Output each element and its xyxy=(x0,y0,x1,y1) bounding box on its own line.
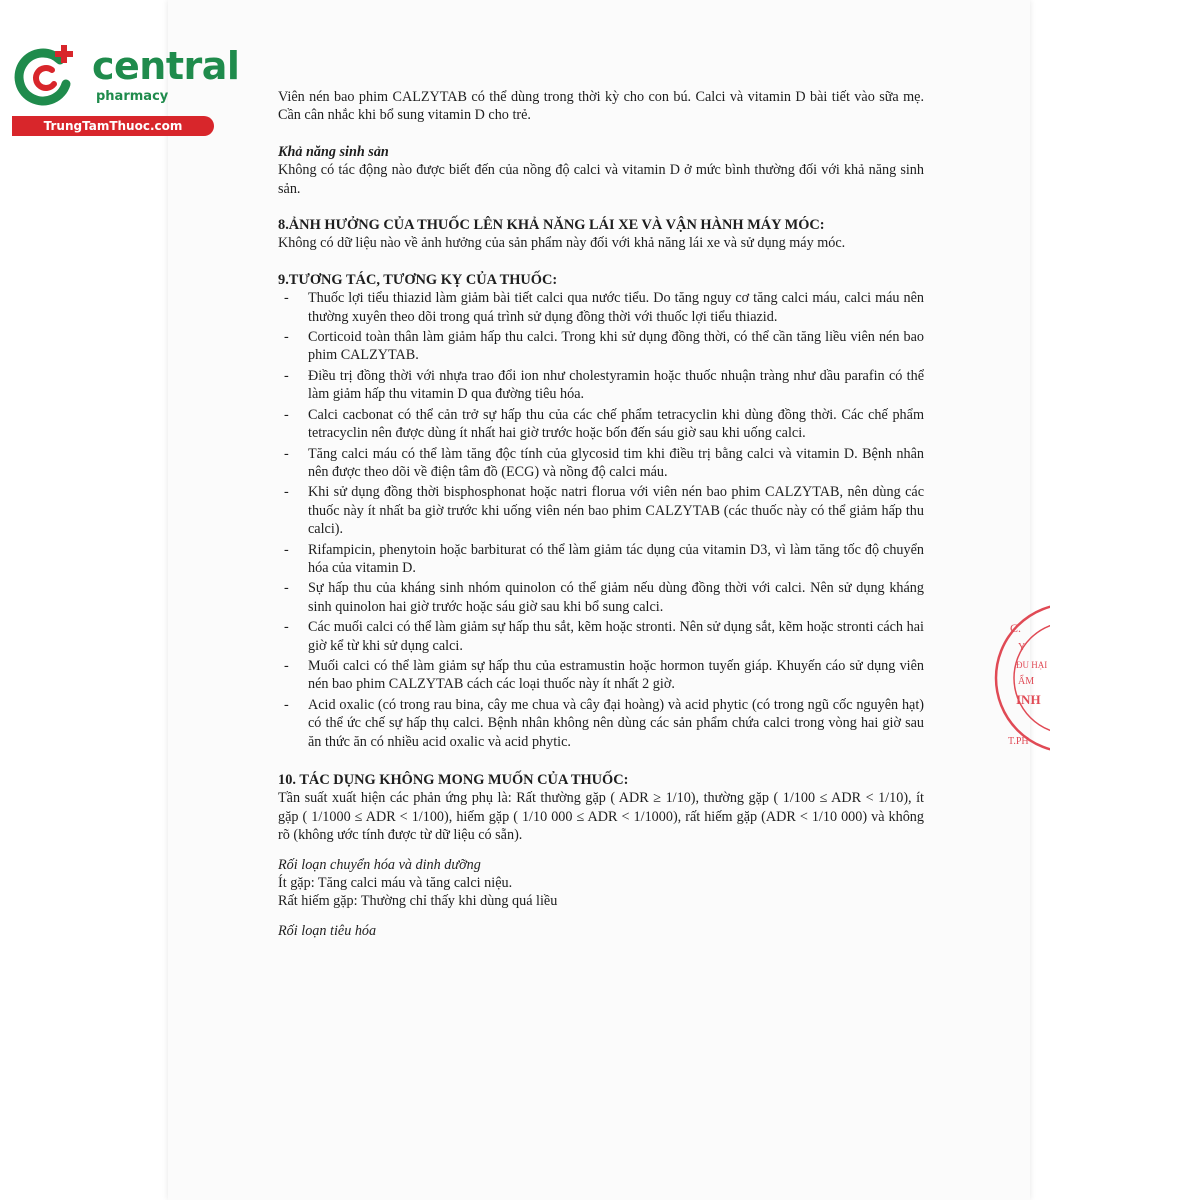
metabolism-line-2: Rất hiếm gặp: Thường chỉ thấy khi dùng quá liều xyxy=(278,893,558,910)
list-item: - Sự hấp thu của kháng sinh nhóm quinolon có thể giảm nếu dùng đồng thời với calci. Nên sử dụng kháng sinh quinolon hai giờ trước hoặc sáu giờ sau khi bổ sung calci. xyxy=(278,579,924,616)
list-item: - Corticoid toàn thân làm giảm hấp thu calci. Trong khi sử dụng đồng thời, có thể cần tăng liều viên nén bao phim CALZYTAB. xyxy=(278,328,924,365)
brand-name: central xyxy=(92,44,240,88)
stamp-text: ẨM xyxy=(1018,676,1035,687)
red-stamp xyxy=(990,598,1050,758)
stamp-text: INH xyxy=(1016,692,1041,707)
list-item: - Điều trị đồng thời với nhựa trao đổi ion như cholestyramin hoặc thuốc nhuận tràng như dầu parafin có thể làm giảm hấp thu vitamin D qua đường tiêu hóa. xyxy=(278,367,924,404)
pharmacy-cross-icon xyxy=(10,40,82,112)
gi-heading: Rối loạn tiêu hóa xyxy=(278,922,377,939)
fertility-paragraph: Không có tác động nào được biết đến của nồng độ calci và vitamin D ở mức bình thường đối với khả năng sinh sản. xyxy=(278,162,924,197)
list-item: - Các muối calci có thể làm giảm sự hấp thu sắt, kẽm hoặc stronti. Nên sử dụng sắt, kẽm hoặc stronti cách hai giờ kể từ khi sử dụng calci. xyxy=(278,618,924,655)
section-8-heading: 8.ẢNH HƯỞNG CỦA THUỐC LÊN KHẢ NĂNG LÁI XE VÀ VẬN HÀNH MÁY MÓC: xyxy=(278,217,825,234)
document-body xyxy=(278,88,924,940)
interaction-list xyxy=(278,289,924,751)
metabolism-heading: Rối loạn chuyển hóa và dinh dưỡng xyxy=(278,856,481,873)
stamp-text: T.PH xyxy=(1008,736,1029,747)
brand-subtitle: pharmacy xyxy=(96,89,169,104)
brand-website[interactable]: TrungTamThuoc.com xyxy=(12,116,214,136)
list-item: - Rifampicin, phenytoin hoặc barbiturat có thể làm giảm tác dụng của vitamin D3, vì làm tăng tốc độ chuyển hóa của vitamin D. xyxy=(278,541,924,578)
section-10-paragraph: Tần suất xuất hiện các phản ứng phụ là: Rất thường gặp ( ADR ≥ 1/10), thường gặp ( 1/100 ≤ ADR < 1/10), ít gặp ( 1/1000 ≤ ADR < 1/100), hiếm gặp ( 1/10 000 ≤ ADR < 1/1000), rất hiếm gặp (ADR < 1/10 000) và không rõ (không ước tính được từ dữ liệu có sẵn). xyxy=(278,790,924,844)
lactation-paragraph: Viên nén bao phim CALZYTAB có thể dùng trong thời kỳ cho con bú. Calci và vitamin D bài tiết vào sữa mẹ. Cần cân nhắc khi bổ sung vitamin D cho trẻ. xyxy=(278,89,924,124)
list-item: - Tăng calci máu có thể làm tăng độc tính của glycosid tim khi điều trị bằng calci và vitamin D. Bệnh nhân nên được theo dõi về điện tâm đồ (ECG) và nồng độ calci máu. xyxy=(278,445,924,482)
section-9-heading: 9.TƯƠNG TÁC, TƯƠNG KỴ CỦA THUỐC: xyxy=(278,271,558,288)
central-pharmacy-logo[interactable] xyxy=(8,36,240,136)
list-item: - Thuốc lợi tiểu thiazid làm giảm bài tiết calci qua nước tiểu. Do tăng nguy cơ tăng calci máu, calci máu nên thường xuyên theo dõi trong quá trình sử dụng đồng thời với thuốc lợi tiểu thiazid. xyxy=(278,289,924,326)
list-item: - Khi sử dụng đồng thời bisphosphonat hoặc natri florua với viên nén bao phim CALZYTAB, nên dùng các thuốc này ít nhất ba giờ trước khi uống viên nén bao phim CALZYTAB (các thuốc này có thể giảm hấp thu calci). xyxy=(278,483,924,538)
section-10-heading: 10. TÁC DỤNG KHÔNG MONG MUỐN CỦA THUỐC: xyxy=(278,772,629,788)
list-item: - Acid oxalic (có trong rau bina, cây me chua và cây đại hoàng) và acid phytic (có trong ngũ cốc nguyên hạt) có thể ức chế sự hấp thụ calci. Bệnh nhân không nên dùng các sản phẩm chứa calci trong vòng hai giờ sau ăn thức ăn có nhiều acid oxalic và acid phytic. xyxy=(278,696,924,751)
stamp-text: C. xyxy=(1010,621,1022,635)
list-item: - Muối calci có thể làm giảm sự hấp thu của estramustin hoặc hormon tuyến giáp. Khuyến cáo sử dụng viên nén bao phim CALZYTAB cách các loại thuốc này ít nhất 2 giờ. xyxy=(278,657,924,694)
list-item: - Calci cacbonat có thể cản trở sự hấp thu của các chế phẩm tetracyclin khi dùng đồng thời. Các chế phẩm tetracyclin nên được dùng ít nhất hai giờ trước hoặc bốn đến sáu giờ sau khi uống calci. xyxy=(278,406,924,443)
metabolism-line-1: Ít gặp: Tăng calci máu và tăng calci niệu. xyxy=(278,875,513,892)
section-8-paragraph: Không có dữ liệu nào về ảnh hưởng của sản phẩm này đối với khả năng lái xe và sử dụng máy móc. xyxy=(278,235,846,252)
stamp-text: ĐU HẠI xyxy=(1016,660,1048,670)
stamp-text: Y xyxy=(1018,642,1026,653)
fertility-heading: Khả năng sinh sản xyxy=(278,143,389,160)
